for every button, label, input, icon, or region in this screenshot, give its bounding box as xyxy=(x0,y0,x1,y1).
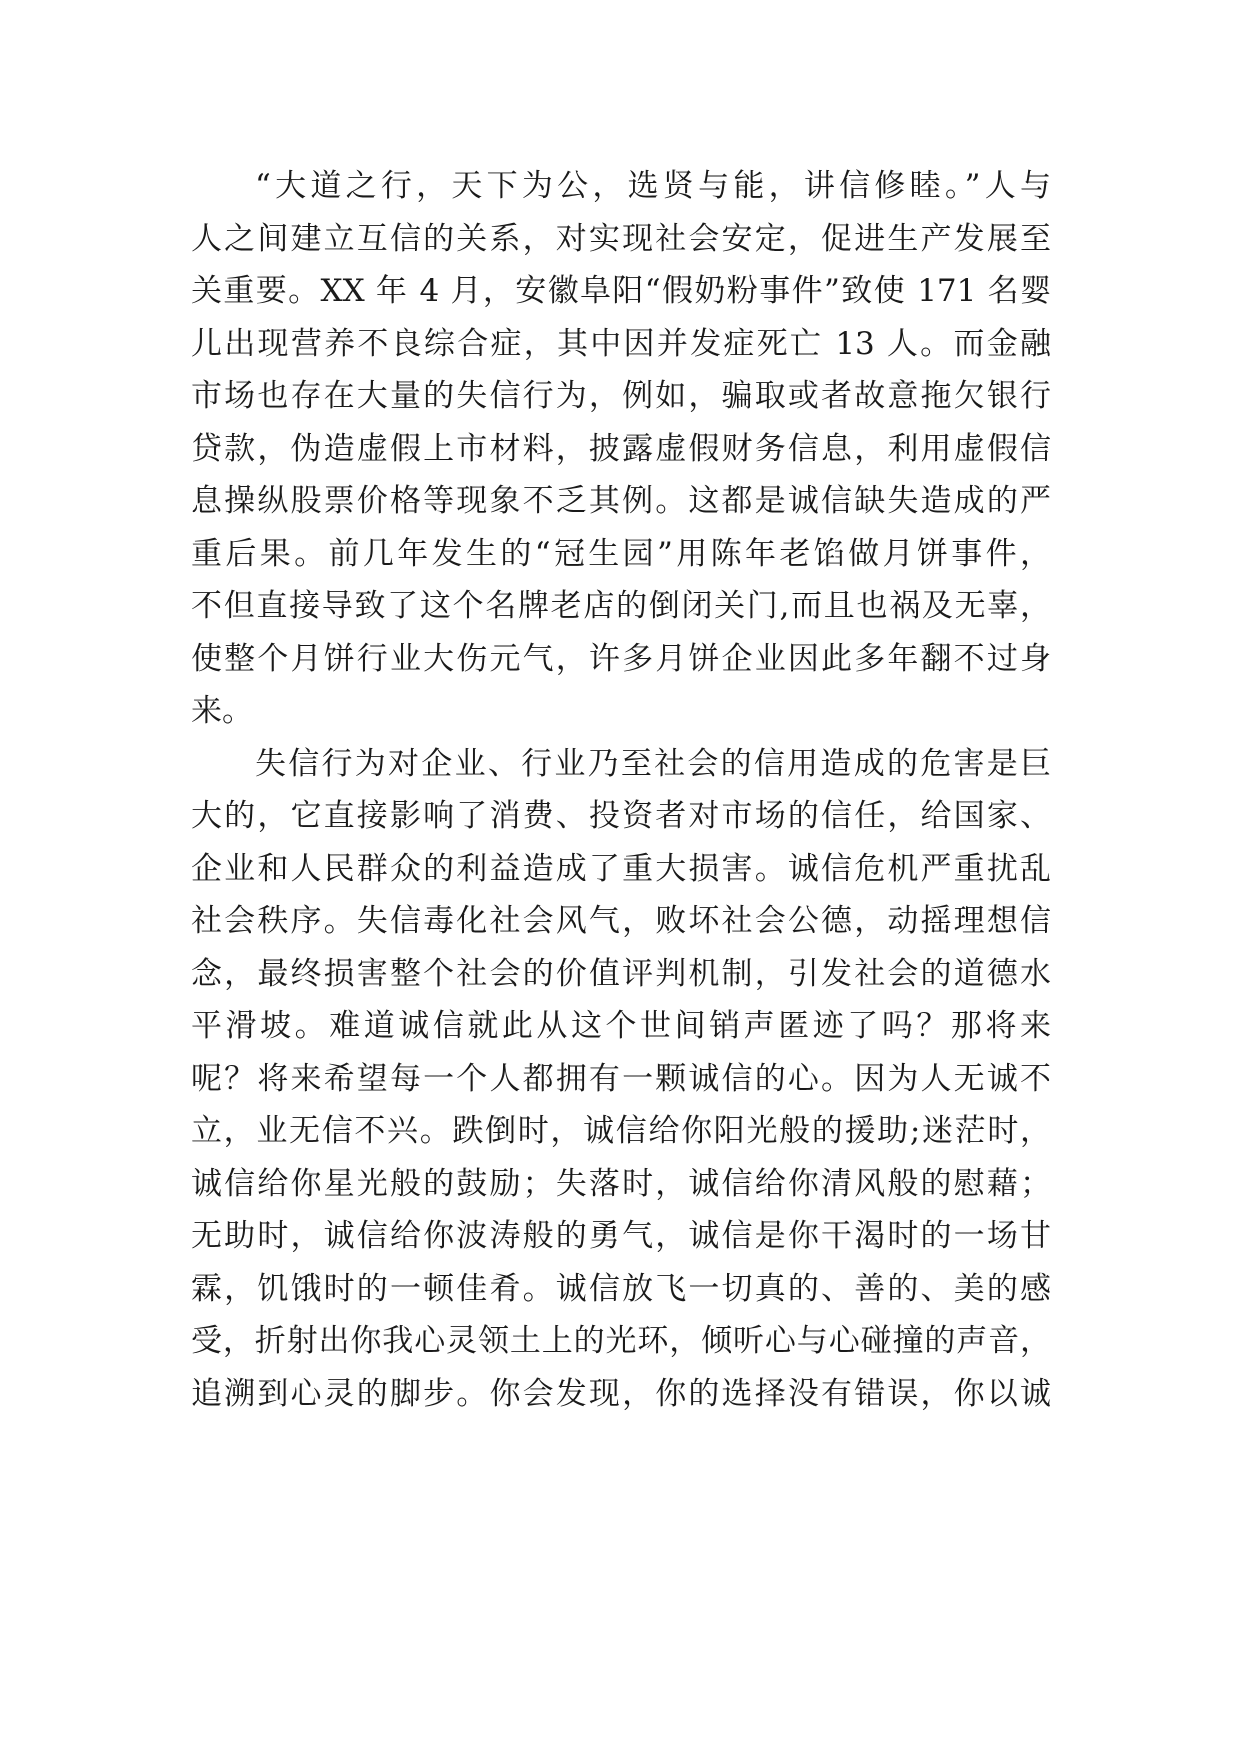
paragraph-line: 市场也存在大量的失信行为，例如，骗取或者故意拖欠银行 xyxy=(191,378,1051,414)
paragraph-line: 受，折射出你我心灵领土上的光环，倾听心与心碰撞的声音， xyxy=(191,1323,1051,1359)
paragraph-line: 企业和人民群众的利益造成了重大损害。诚信危机严重扰乱 xyxy=(191,850,1051,887)
paragraph-line: 大的，它直接影响了消费、投资者对市场的信任，给国家、 xyxy=(191,798,1051,834)
paragraph-line: 使整个月饼行业大伤元气，许多月饼企业因此多年翻不过身 xyxy=(191,640,1051,677)
paragraph-line: 念，最终损害整个社会的价值评判机制，引发社会的道德水 xyxy=(191,955,1051,992)
paragraph-line: “大道之行，天下为公，选贤与能，讲信修睦。”人与 xyxy=(255,168,1051,204)
paragraph-line: 社会秩序。失信毒化社会风气，败坏社会公德，动摇理想信 xyxy=(191,903,1051,939)
paragraph-line: 追溯到心灵的脚步。你会发现，你的选择没有错误，你以诚 xyxy=(191,1375,1051,1412)
paragraph-line: 立，业无信不兴。跌倒时，诚信给你阳光般的援助;迷茫时， xyxy=(191,1113,1051,1149)
paragraph-line: 无助时，诚信给你波涛般的勇气，诚信是你干渴时的一场甘 xyxy=(191,1218,1051,1254)
paragraph-line: 不但直接导致了这个名牌老店的倒闭关门,而且也祸及无辜， xyxy=(191,588,1051,624)
paragraph-line: 儿出现营养不良综合症，其中因并发症死亡 13 人。而金融 xyxy=(191,325,1051,362)
paragraph-line: 贷款，伪造虚假上市材料，披露虚假财务信息，利用虚假信 xyxy=(191,430,1051,467)
paragraph-line: 诚信给你星光般的鼓励；失落时，诚信给你清风般的慰藉； xyxy=(191,1165,1051,1202)
paragraph-line: 关重要。XX 年 4 月，安徽阜阳“假奶粉事件”致使 171 名婴 xyxy=(191,273,1051,309)
paragraph-line: 平滑坡。难道诚信就此从这个世间销声匿迹了吗？那将来 xyxy=(191,1008,1051,1044)
paragraph-line: 呢？将来希望每一个人都拥有一颗诚信的心。因为人无诚不 xyxy=(191,1060,1051,1097)
paragraph-line: 息操纵股票价格等现象不乏其例。这都是诚信缺失造成的严 xyxy=(191,483,1051,519)
paragraph-line: 重后果。前几年发生的“冠生园”用陈年老馅做月饼事件， xyxy=(191,535,1051,572)
paragraph-line: 霖，饥饿时的一顿佳肴。诚信放飞一切真的、善的、美的感 xyxy=(191,1270,1051,1307)
paragraph-line: 失信行为对企业、行业乃至社会的信用造成的危害是巨 xyxy=(255,745,1051,782)
body-text xyxy=(191,160,1051,1420)
paragraph-line: 来。 xyxy=(191,693,253,729)
paragraph-line: 人之间建立互信的关系，对实现社会安定，促进生产发展至 xyxy=(191,220,1051,257)
